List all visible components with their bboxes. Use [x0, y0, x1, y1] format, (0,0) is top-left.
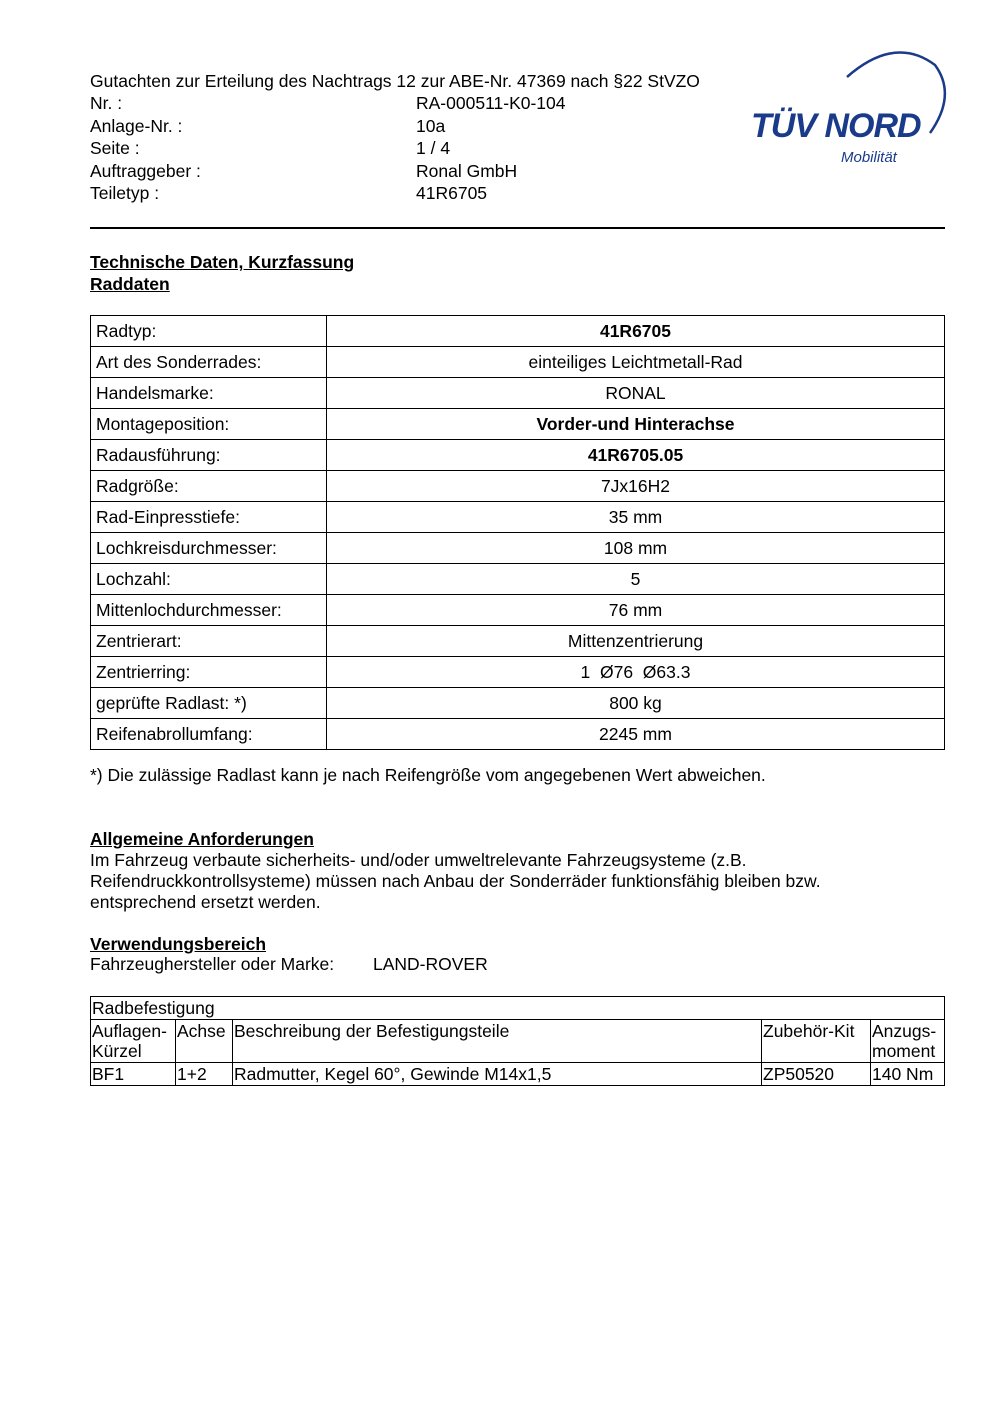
cell-value: 35 mm — [327, 502, 945, 533]
logo-brand: TÜV NORD — [751, 107, 921, 145]
cell-label: Radausführung: — [91, 440, 327, 471]
cell-label: Mittenlochdurchmesser: — [91, 595, 327, 626]
cell-value: 1 Ø76 Ø63.3 — [327, 657, 945, 688]
table-row — [91, 626, 945, 657]
cell-value: 800 kg — [327, 688, 945, 719]
table-row — [91, 719, 945, 750]
table-row — [91, 502, 945, 533]
table-row — [91, 440, 945, 471]
manufacturer-value: LAND-ROVER — [373, 954, 488, 974]
cell-value: Vorder-und Hinterachse — [327, 409, 945, 440]
cell-value: 41R6705 — [327, 316, 945, 347]
header-row-auftraggeber — [90, 160, 518, 183]
tuev-nord-logo — [745, 45, 955, 175]
table-row — [91, 378, 945, 409]
cell-label: geprüfte Radlast: *) — [91, 688, 327, 719]
header-row-nr — [90, 92, 566, 115]
header-row-seite — [90, 137, 451, 160]
cell-value: 41R6705.05 — [327, 440, 945, 471]
table-cell: 140 Nm — [871, 1063, 945, 1086]
table-row — [91, 316, 945, 347]
header-value: 1 / 4 — [416, 138, 451, 158]
cell-label: Rad-Einpresstiefe: — [91, 502, 327, 533]
fastening-table — [90, 996, 945, 1086]
table-row — [91, 688, 945, 719]
header-label: Teiletyp : — [90, 183, 160, 203]
header-row-teiletyp — [90, 182, 488, 205]
table-row — [91, 595, 945, 626]
table-row — [91, 409, 945, 440]
header-label: Nr. : — [90, 93, 123, 113]
column-header: Beschreibung der Befestigungsteile — [233, 1020, 762, 1063]
header-label: Seite : — [90, 138, 140, 158]
table-row — [91, 347, 945, 378]
table-cell: ZP50520 — [762, 1063, 871, 1086]
cell-label: Art des Sonderrades: — [91, 347, 327, 378]
anforderungen-text: Im Fahrzeug verbaute sicherheits- und/oder umweltrelevante Fahrzeugsysteme (z.B. Reifendruckkontrollsysteme) müssen nach Anbau der Sonderräder funktionsfähig bleiben bzw. entsprechend ersetzt werden. — [90, 850, 821, 912]
logo-arc-icon — [745, 45, 955, 175]
header-value: 41R6705 — [416, 183, 488, 203]
cell-value: Mittenzentrierung — [327, 626, 945, 657]
table-row — [91, 997, 945, 1020]
header-label: Anlage-Nr. : — [90, 116, 183, 136]
radlast-footnote: *) Die zulässige Radlast kann je nach Reifengröße vom angegebenen Wert abweichen. — [90, 765, 766, 785]
cell-label: Montageposition: — [91, 409, 327, 440]
header-divider — [90, 227, 945, 229]
header-value: RA-000511-K0-104 — [416, 93, 566, 113]
table-header-row — [91, 1020, 945, 1063]
cell-value: RONAL — [327, 378, 945, 409]
cell-value: 7Jx16H2 — [327, 471, 945, 502]
section-title-technische-daten: Technische Daten, Kurzfassung — [90, 252, 355, 272]
cell-label: Lochzahl: — [91, 564, 327, 595]
cell-value: einteiliges Leichtmetall-Rad — [327, 347, 945, 378]
table-cell: BF1 — [91, 1063, 176, 1086]
header-label: Auftraggeber : — [90, 161, 201, 181]
cell-label: Zentrierring: — [91, 657, 327, 688]
fastening-title: Radbefestigung — [91, 997, 945, 1020]
table-row — [91, 471, 945, 502]
column-header: Auflagen-Kürzel — [91, 1020, 176, 1063]
cell-label: Reifenabrollumfang: — [91, 719, 327, 750]
logo-sub: Mobilität — [841, 149, 897, 166]
wheel-data-table — [90, 315, 945, 750]
section-title-verwendungsbereich: Verwendungsbereich — [90, 934, 267, 954]
document-title: Gutachten zur Erteilung des Nachtrags 12 zur ABE-Nr. 47369 nach §22 StVZO — [90, 71, 700, 91]
header-value: Ronal GmbH — [416, 161, 518, 181]
cell-value: 76 mm — [327, 595, 945, 626]
table-row — [91, 564, 945, 595]
header-value: 10a — [416, 116, 446, 136]
table-row — [91, 1063, 945, 1086]
cell-value: 108 mm — [327, 533, 945, 564]
manufacturer-label: Fahrzeughersteller oder Marke: — [90, 954, 335, 974]
cell-label: Handelsmarke: — [91, 378, 327, 409]
column-header: Anzugs-moment — [871, 1020, 945, 1063]
manufacturer-line — [90, 954, 488, 975]
table-row — [91, 533, 945, 564]
table-cell: Radmutter, Kegel 60°, Gewinde M14x1,5 — [233, 1063, 762, 1086]
column-header: Zubehör-Kit — [762, 1020, 871, 1063]
table-row — [91, 657, 945, 688]
cell-value: 2245 mm — [327, 719, 945, 750]
header-row-anlage — [90, 115, 446, 138]
cell-label: Radtyp: — [91, 316, 327, 347]
column-header: Achse — [176, 1020, 233, 1063]
table-cell: 1+2 — [176, 1063, 233, 1086]
section-title-anforderungen: Allgemeine Anforderungen — [90, 829, 314, 849]
cell-label: Lochkreisdurchmesser: — [91, 533, 327, 564]
cell-label: Zentrierart: — [91, 626, 327, 657]
cell-value: 5 — [327, 564, 945, 595]
cell-label: Radgröße: — [91, 471, 327, 502]
section-subtitle-raddaten: Raddaten — [90, 274, 170, 294]
